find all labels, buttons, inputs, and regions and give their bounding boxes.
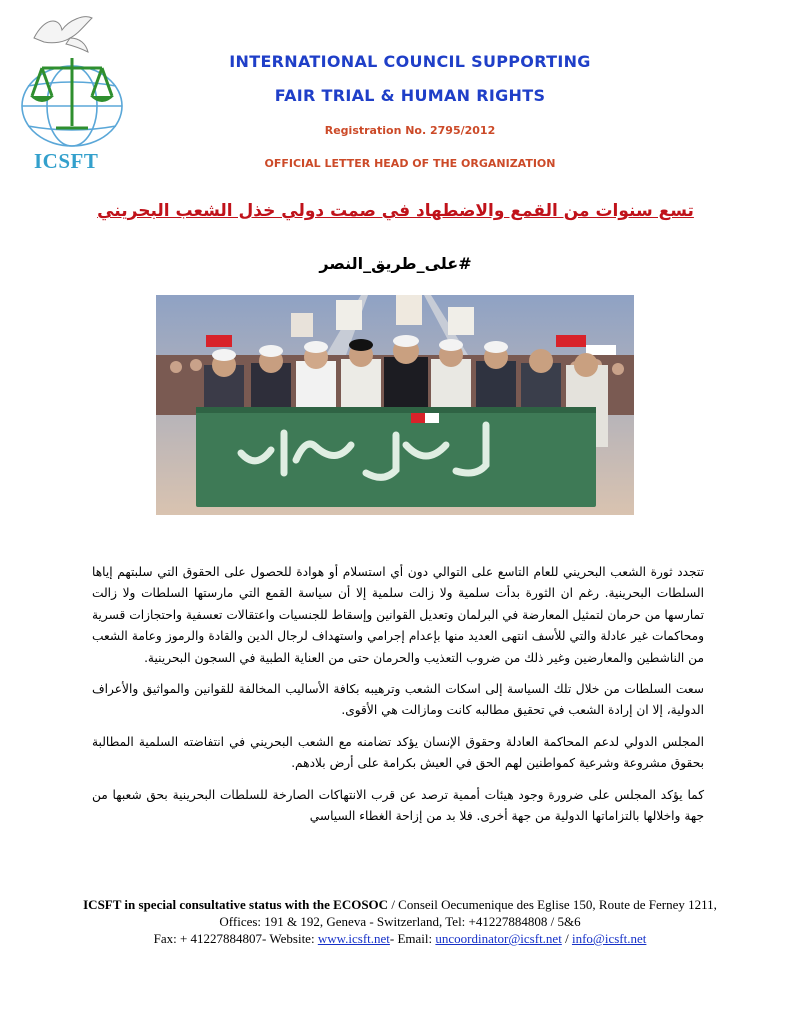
dove-scales-globe-icon bbox=[14, 8, 134, 158]
footer-line1 bbox=[70, 896, 730, 930]
protest-illustration bbox=[156, 295, 634, 515]
footer-address: / Conseil Oecumenique des Eglise 150, Route de Ferney 1211, Offices: 191 & 192, Geneva - Switzerland, Tel: +41227884808 / 5&6 bbox=[219, 897, 717, 929]
footer bbox=[70, 896, 730, 947]
paragraph-2: سعت السلطات من خلال تلك السياسة إلى اسكات الشعب وترهيبه بكافة الأساليب المخالفة للقوانين والمواثيق والأعراف الدولية، إلا ان إرادة الشعب في تحقيق مطالبه كانت ومازالت هي الأقوى. bbox=[92, 682, 704, 718]
article-title bbox=[60, 201, 731, 221]
protest-photo bbox=[156, 295, 634, 515]
website-link[interactable]: www.icsft.net bbox=[317, 931, 390, 946]
footer-fax: Fax: + 41227884807- Website: bbox=[153, 931, 318, 946]
registration-number: Registration No. 2795/2012 bbox=[324, 124, 496, 137]
org-name-line1: INTERNATIONAL COUNCIL SUPPORTING bbox=[229, 52, 591, 71]
article-title-text: تسع سنوات من القمع والاضطهاد في صمت دولي خذل الشعب البحريني bbox=[97, 201, 694, 221]
article-hashtag: #على_طريق_النصر bbox=[319, 254, 472, 273]
email-link-info[interactable]: info@icsft.net bbox=[571, 931, 647, 946]
paragraph-3: المجلس الدولي لدعم المحاكمة العادلة وحقوق الإنسان يؤكد تضامنه مع الشعب البحريني في انتفاضته السلمية المطالبة بحقوق مشروعة وشرعية كمواطنين لهم الحق في العيش بكرامة على أرض بلادهم. bbox=[92, 734, 704, 771]
footer-line2 bbox=[70, 930, 730, 947]
logo-wordmark: ICSFT bbox=[34, 149, 99, 173]
letterhead-label: OFFICIAL LETTER HEAD OF THE ORGANIZATION bbox=[264, 157, 556, 170]
paragraph-4: كما يؤكد المجلس على ضرورة وجود هيئات أممية ترصد عن قرب الانتهاكات الصارخة للسلطات البحرينية بحق شعبها من جهة واخلالها بالتزاماتها الدولية من جهة أخرى. فلا بد من إزاحة الغطاء السياسي bbox=[92, 787, 704, 824]
footer-email-label: - Email: bbox=[389, 931, 436, 946]
footer-status: ICSFT in special consultative status with the ECOSOC bbox=[83, 897, 389, 912]
paragraph-1: تتجدد ثورة الشعب البحريني للعام التاسع على التوالي دون أي استسلام أو هوادة للحصول على الحقوق التي سلبتهم إياها السلطات البحرينية. رغم ان الثورة بدأت سلمية ولا زالت سلمية إلا أن سياسة القمع التي مارستها السلطات ولا زالت تمارسها من حرمان لتمثيل المعارضة في البرلمان وتعديل القوانين وإسقاط للجنسيات واعتقالات تعسفية واحتجازات قسرية ومحاكمات غير عادلة والتي للأسف انتهى العديد منها بإعدام إجرامي واستهداف لرجال الدين والقادة والرموز وعامة الشعب من الناشطين والمعارضين وغير ذلك من ضروب التعذيب والحرمان حتى من العناية الطبية في السجون البحرينية. bbox=[92, 565, 704, 665]
org-name-line2: FAIR TRIAL & HUMAN RIGHTS bbox=[274, 86, 546, 105]
email-link-coordinator[interactable]: uncoordinator@icsft.net bbox=[435, 931, 562, 946]
article-body bbox=[92, 562, 704, 837]
icsft-logo bbox=[14, 8, 124, 173]
footer-separator: / bbox=[561, 931, 572, 946]
